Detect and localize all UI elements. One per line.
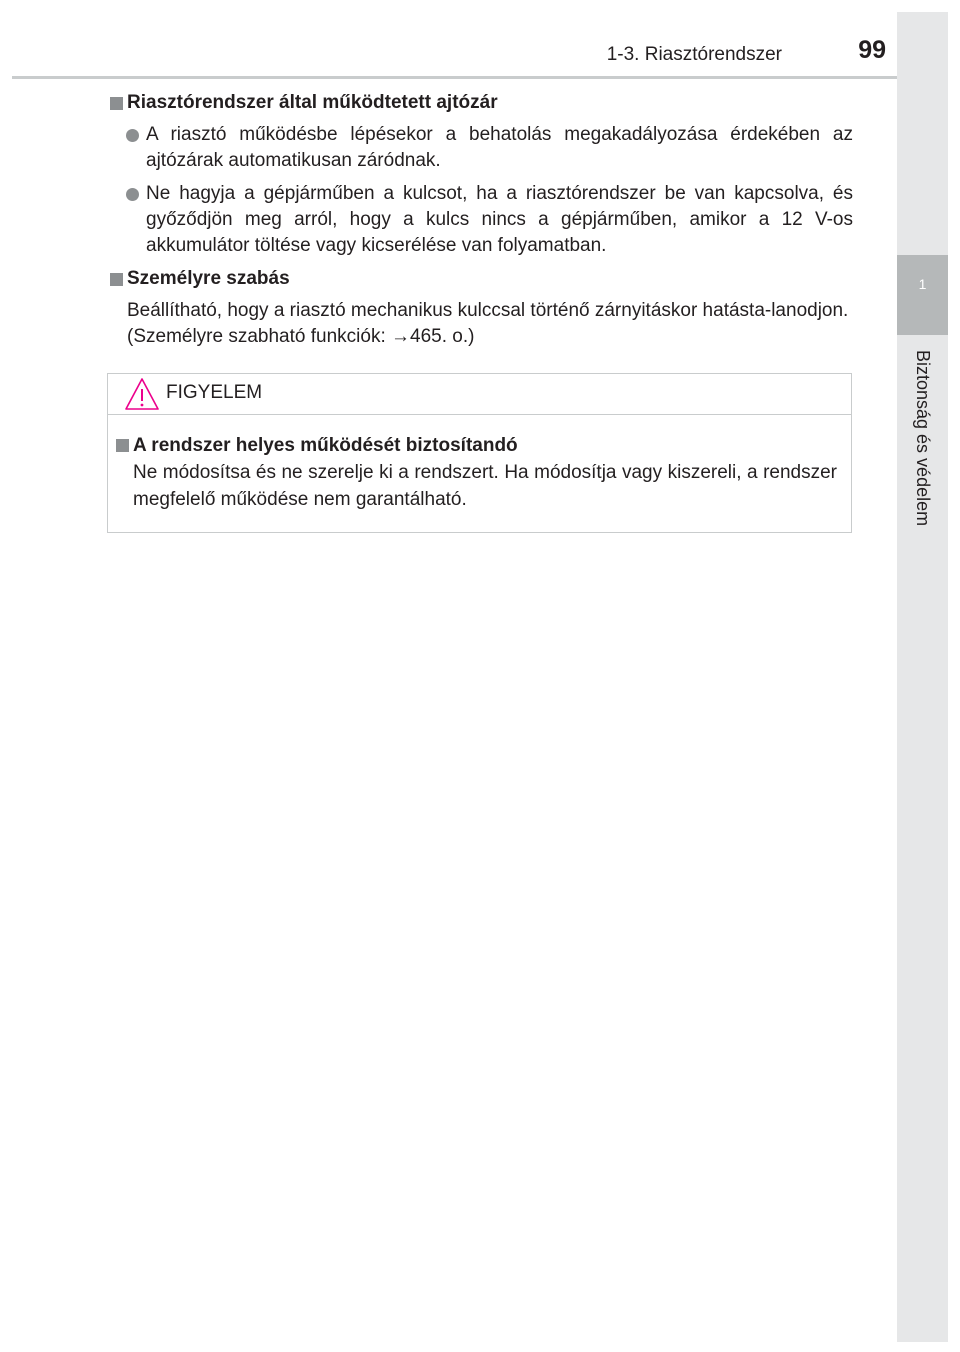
sidebar (897, 12, 948, 1342)
square-bullet-icon (110, 97, 123, 110)
circle-bullet-icon (126, 188, 139, 201)
bullet-text: A riasztó működésbe lépésekor a behatolás megakadályozása érdekében az ajtózárak automatikusan záródnak. (146, 124, 853, 171)
circle-bullet-icon (126, 129, 139, 142)
sidebar-chapter-label: Biztonság és védelem (913, 350, 933, 527)
square-bullet-icon (116, 439, 129, 452)
bullet-item (108, 181, 853, 259)
page-number: 99 (858, 36, 886, 64)
page-reference: (Személyre szabható funkciók: →465. o.) (127, 326, 475, 347)
paragraph-text: Beállítható, hogy a riasztó mechanikus kulccsal történő zárnyitáskor hatásta-lanodjon. (127, 300, 849, 321)
warning-heading (114, 432, 837, 459)
section-paragraph (108, 298, 853, 350)
warning-heading-text: A rendszer helyes működését biztosítandó (133, 435, 518, 456)
square-bullet-icon (110, 273, 123, 286)
section-heading (108, 90, 853, 116)
sidebar-chapter-tab (897, 255, 948, 335)
header-rule (12, 76, 947, 79)
header-title: 1-3. Riasztórendszer (606, 44, 782, 65)
warning-box (107, 373, 852, 533)
section-heading (108, 266, 853, 292)
warning-text: Ne módosítsa és ne szerelje ki a rendszert. Ha módosítja vagy kiszereli, a rendszer megfelelő működése nem garantálható. (133, 462, 837, 510)
bullet-item (108, 122, 853, 174)
chapter-number: 1 (918, 276, 927, 292)
warning-title: FIGYELEM (166, 382, 263, 403)
section-heading-text: Riasztórendszer által működtetett ajtózár (127, 92, 498, 113)
bullet-text: Ne hagyja a gépjárműben a kulcsot, ha a riasztórendszer be van kapcsolva, és győződjön meg arról, hogy a kulcs nincs a gépjárműben, amikor a 12 V-os akkumulátor töltése vagy kicserélése van folyamatban. (146, 183, 853, 256)
warning-triangle-icon (124, 376, 160, 417)
warning-header (108, 374, 851, 415)
warning-body (108, 415, 851, 513)
main-content (108, 90, 853, 356)
section-heading-text: Személyre szabás (127, 268, 290, 289)
